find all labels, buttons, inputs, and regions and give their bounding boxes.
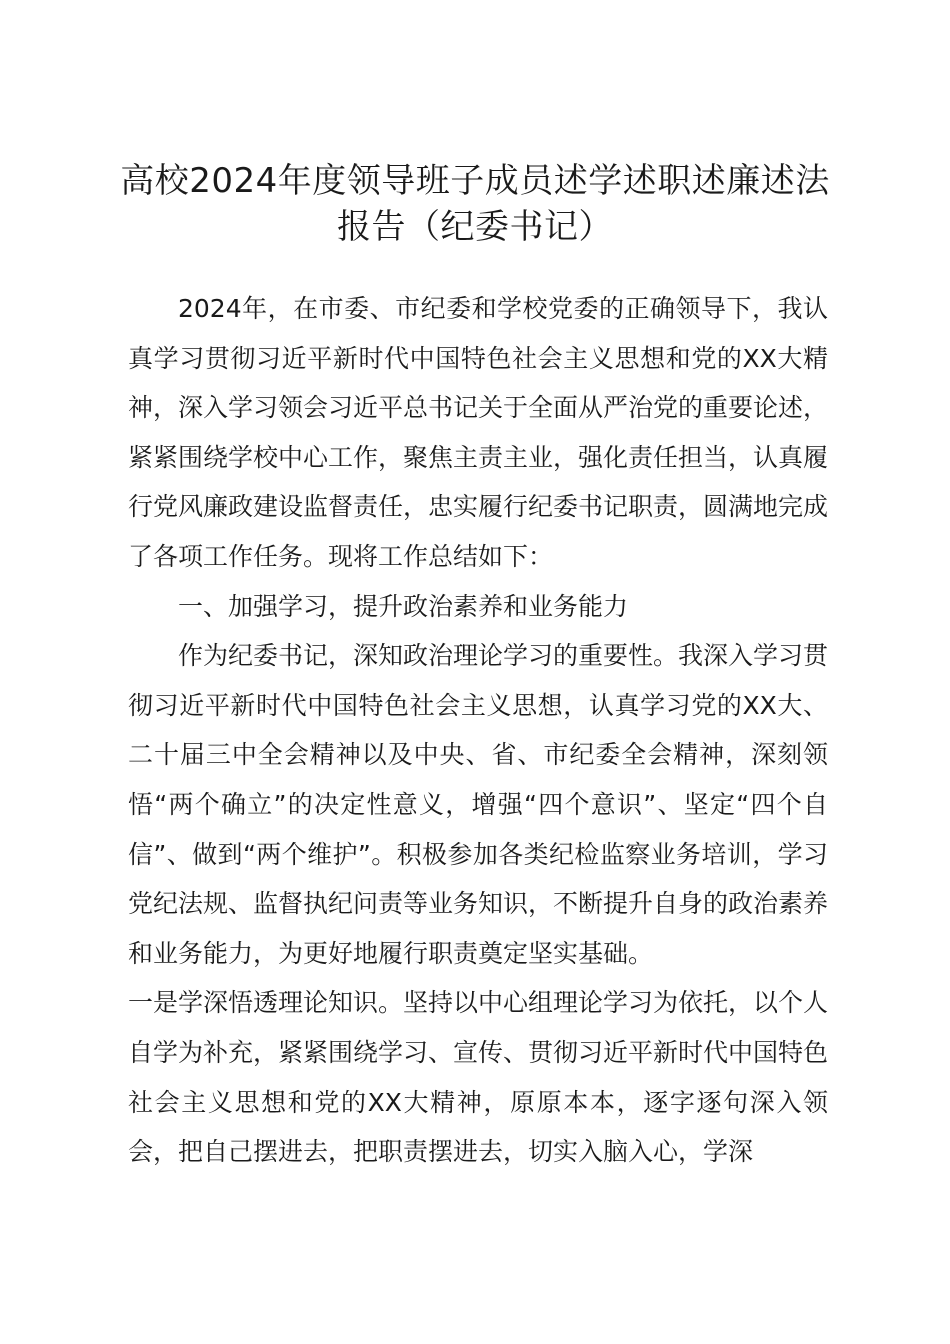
document-title: 高校2024年度领导班子成员述学述职述廉述法报告（纪委书记） [120, 161, 830, 247]
section-heading-1: 一、加强学习，提升政治素养和业务能力 [178, 591, 629, 621]
paragraph-intro: 2024年，在市委、市纪委和学校党委的正确领导下，我认真学习贯彻习近平新时代中国特色社会主义思想和党的XX大精神，深入学习领会习近平总书记关于全面从严治党的重要论述，紧紧围绕学校中心工作，聚焦主责主业，强化责任担当，认真履行党风廉政建设监督责任，忠实履行纪委书记职责，圆满地完成了各项工作任务。现将工作总结如下： [128, 294, 829, 571]
paragraph-theory: 一是学深悟透理论知识。坚持以中心组理论学习为依托，以个人自学为补充，紧紧围绕学习、宣传、贯彻习近平新时代中国特色社会主义思想和党的XX大精神，原原本本，逐字逐句深入领会，把自己摆进去，把职责摆进去，切实入脑入心，学深 [128, 988, 829, 1167]
document-body [128, 284, 828, 1177]
paragraph-study: 作为纪委书记，深知政治理论学习的重要性。我深入学习贯彻习近平新时代中国特色社会主义思想，认真学习党的XX大、二十届三中全会精神以及中央、省、市纪委全会精神，深刻领悟“两个确立”的决定性意义，增强“四个意识”、坚定“四个自信”、做到“两个维护”。积极参加各类纪检监察业务培训，学习党纪法规、监督执纪问责等业务知识，不断提升自身的政治素养和业务能力，为更好地履行职责奠定坚实基础。 [128, 641, 829, 968]
